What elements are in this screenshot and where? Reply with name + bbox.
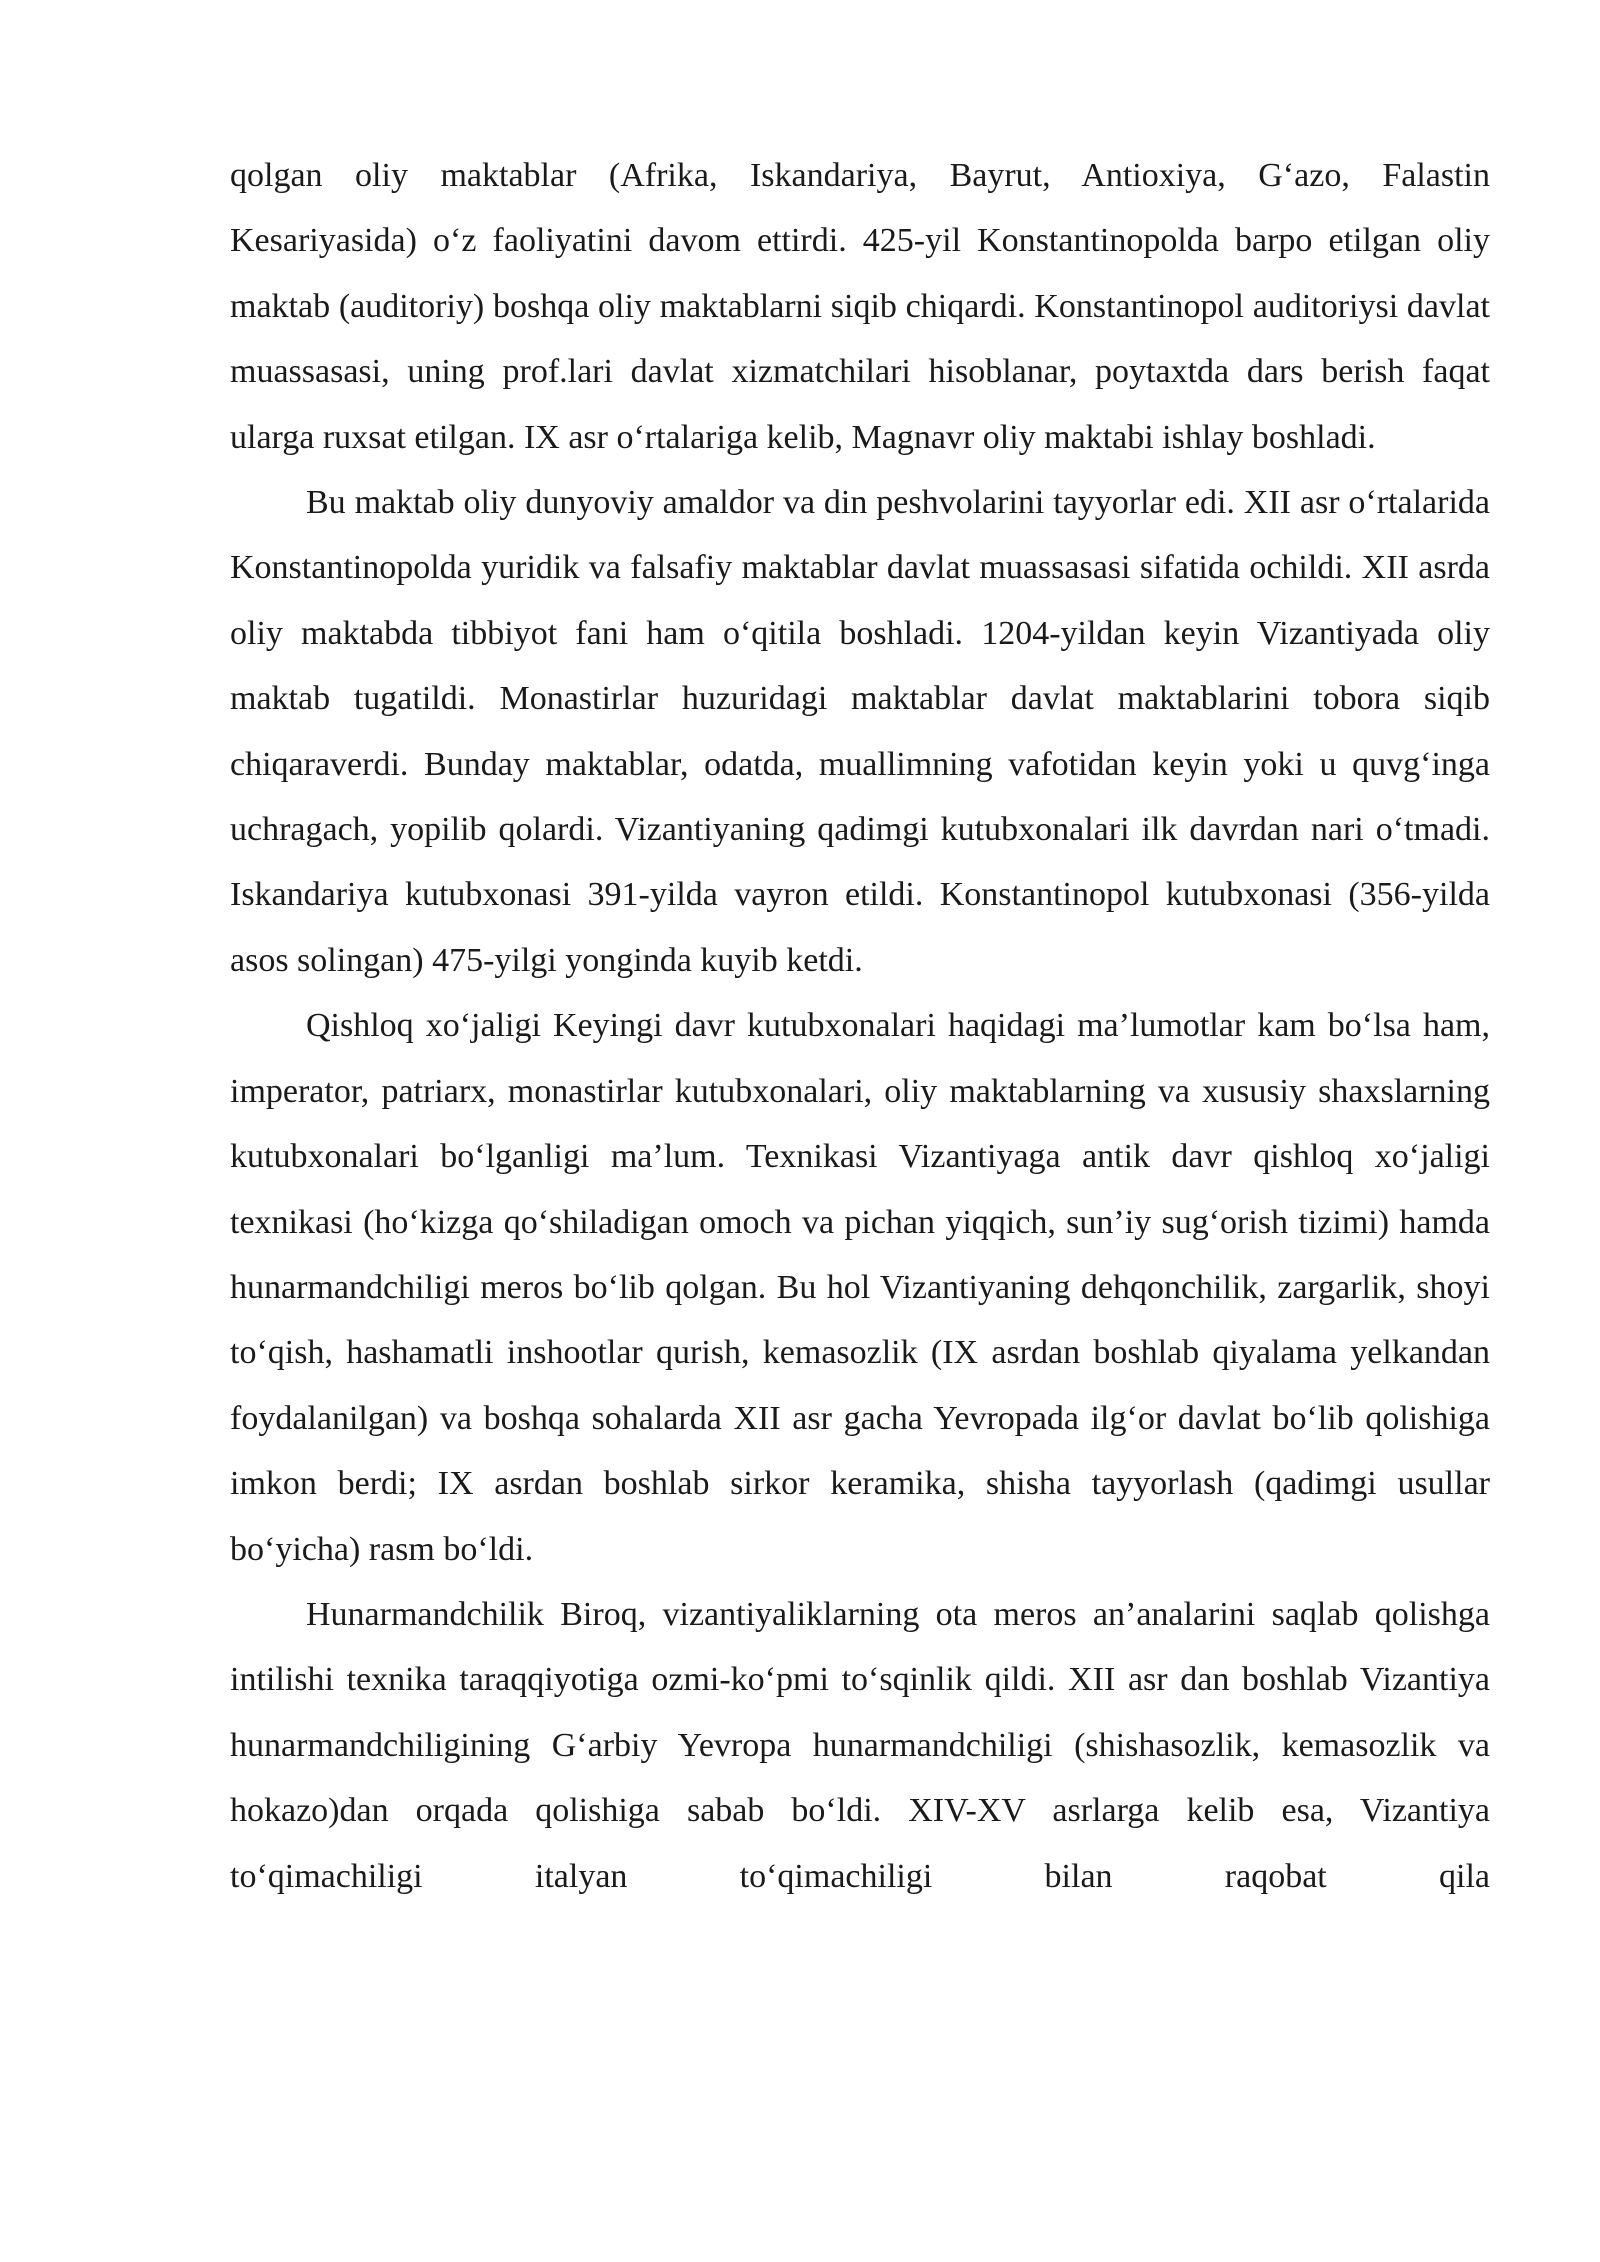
paragraph-2: Bu maktab oliy dunyoviy amaldor va din peshvolarini tayyorlar edi. XII asr o‘rtalarida Konstantinopolda yuridik va falsafiy maktablar davlat muassasasi sifatida ochildi. XII asrda oliy maktabda tibbiyot fani ham o‘qitila boshladi. 1204-yildan keyin Vizantiyada oliy maktab tugatildi. Monastirlar huzuridagi maktablar davlat maktablarini tobora siqib chiqaraverdi. Bunday maktablar, odatda, muallimning vafotidan keyin yoki u quvg‘inga uchragach, yopilib qolardi. Vizantiyaning qadimgi kutubxonalari ilk davrdan nari o‘tmadi. Iskandariya kutubxonasi 391-yilda vayron etildi. Konstantinopol kutubxonasi (356-yilda asos solingan) 475-yilgi yonginda kuyib ketdi. [230,484,1490,979]
paragraph-4: Hunarmandchilik Biroq, vizantiyaliklarning ota meros an’analarini saqlab qolishga intilishi texnika taraqqiyotiga ozmi-ko‘pmi to‘sqinlik qildi. XII asr dan boshlab Vizantiya hunarmandchiligining G‘arbiy Yevropa hunarmandchiligi (shishasozlik, kemasozlik va hokazo)dan orqada qolishiga sabab bo‘ldi. XIV-XV asrlarga kelib esa, Vizantiya to‘qimachiligi italyan to‘qimachiligi bilan raqobat qila [230,1595,1490,1895]
paragraph-3: Qishloq xo‘jaligi Keyingi davr kutubxonalari haqidagi ma’lumotlar kam bo‘lsa ham, imperator, patriarx, monastirlar kutubxonalari, oliy maktablarning va xususiy shaxslarning kutubxonalari bo‘lganligi ma’lum. Texnikasi Vizantiyaga antik davr qishloq xo‘jaligi texnikasi (ho‘kizga qo‘shiladigan omoch va pichan yiqqich, sun’iy sug‘orish tizimi) hamda hunarmandchiligi meros bo‘lib qolgan. Bu hol Vizantiyaning dehqonchilik, zargarlik, shoyi to‘qish, hashamatli inshootlar qurish, kemasozlik (IX asrdan boshlab qiyalama yelkandan foydalanilgan) va boshqa sohalarda XII asr gacha Yevropada ilg‘or davlat bo‘lib qolishiga imkon berdi; IX asrdan boshlab sirkor keramika, shisha tayyorlash (qadimgi usullar bo‘yicha) rasm bo‘ldi. [230,1007,1490,1568]
document-page [230,143,1490,1909]
paragraph-1: qolgan oliy maktablar (Afrika, Iskandariya, Bayrut, Antioxiya, G‘azo, Falastin Kesariyasida) o‘z faoliyatini davom ettirdi. 425-yil Konstantinopolda barpo etilgan oliy maktab (auditoriy) boshqa oliy maktablarni siqib chiqardi. Konstantinopol auditoriysi davlat muassasasi, uning prof.lari davlat xizmatchilari hisoblanar, poytaxtda dars berish faqat ularga ruxsat etilgan. IX asr o‘rtalariga kelib, Magnavr oliy maktabi ishlay boshladi. [230,157,1490,456]
